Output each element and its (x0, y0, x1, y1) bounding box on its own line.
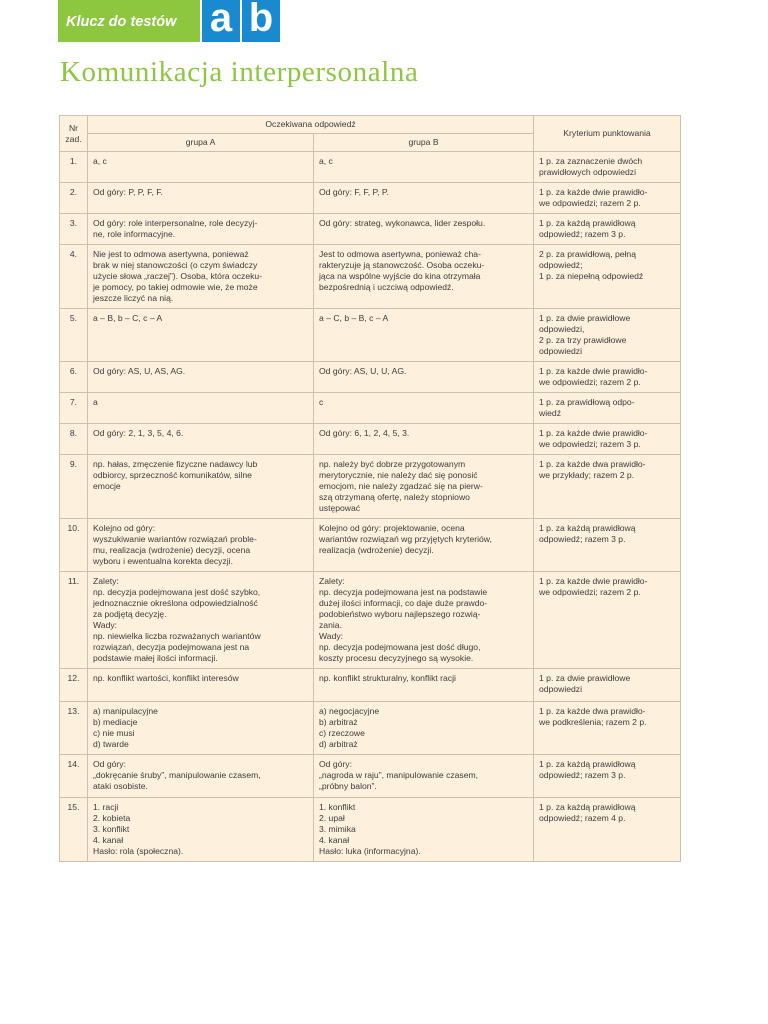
group-b-answer-cell (314, 572, 534, 669)
cell-line: „próbny balon”. (319, 781, 377, 791)
criteria-cell (534, 214, 681, 245)
cell-line: 2 p. za trzy prawidłowe (539, 335, 627, 345)
cell-line: 1 p. za każde dwa prawidło- (539, 459, 646, 469)
table-row (60, 309, 681, 362)
cell-line: jeszcze liczyć na nią. (93, 293, 174, 303)
cell-line: Zalety: (319, 576, 345, 586)
group-a-answer-cell (88, 214, 314, 245)
cell-line: prawidłowych odpowiedzi (539, 167, 636, 177)
group-a-answer-cell (88, 245, 314, 309)
cell-line: 1 p. za każde dwie prawidło- (539, 428, 648, 438)
group-b-answer-cell (314, 669, 534, 702)
header-nr (60, 116, 88, 152)
table-row (60, 798, 681, 862)
cell-line: wiedź (539, 408, 561, 418)
table-header (60, 116, 681, 152)
cell-line: 1 p. za każdą prawidłową (539, 523, 636, 533)
group-b-answer-cell (314, 393, 534, 424)
cell-line: Kolejno od góry: (93, 523, 156, 533)
criteria-cell (534, 572, 681, 669)
cell-line: Od góry: strateg, wykonawca, lider zespołu. (319, 218, 486, 228)
cell-line: realizacja (wdrożenie) decyzji. (319, 545, 434, 555)
cell-line: ne, role informacyjne. (93, 229, 176, 239)
cell-line: 1 p. za każde dwa prawidło- (539, 706, 646, 716)
cell-line: np. decyzja podejmowana jest dość długo, (319, 642, 481, 652)
cell-line: 1. racji (93, 802, 119, 812)
group-b-answer-cell (314, 214, 534, 245)
task-number-cell: 13. (60, 702, 88, 755)
cell-line: 1. konflikt (319, 802, 356, 812)
cell-line: 2. kobieta (93, 813, 131, 823)
cell-line: we odpowiedzi; razem 2 p. (539, 377, 641, 387)
cell-line: odpowiedź; razem 3 p. (539, 534, 626, 544)
cell-line: 1 p. za każde dwie prawidło- (539, 187, 648, 197)
cell-line: wariantów rozwiązań wg przyjętych kryteriów, (319, 534, 492, 544)
cell-line: Od góry: F, F, P, P. (319, 187, 389, 197)
table-body (60, 152, 681, 862)
group-b-answer-cell (314, 755, 534, 798)
cell-line: rakteryzuje ją stanowczość. Osoba oczeku- (319, 260, 485, 270)
criteria-cell (534, 424, 681, 455)
group-b-answer-cell (314, 424, 534, 455)
cell-line: 1 p. za niepełną odpowiedź (539, 271, 644, 281)
logo-a: a (202, 0, 240, 42)
group-b-answer-cell (314, 309, 534, 362)
cell-line: szą otrzymaną ofertę, należy stopniowo (319, 492, 470, 502)
table-row (60, 669, 681, 702)
cell-line: np. decyzja podejmowana jest dość szybko, (93, 587, 261, 597)
cell-line: Od góry: (93, 759, 126, 769)
group-b-answer-cell (314, 183, 534, 214)
task-number-cell: 6. (60, 362, 88, 393)
cell-line: odpowiedź; (539, 260, 583, 270)
group-b-answer-cell (314, 245, 534, 309)
task-number-cell: 15. (60, 798, 88, 862)
task-number-cell: 7. (60, 393, 88, 424)
cell-line: Wady: (319, 631, 344, 641)
cell-line: Hasło: rola (społeczna). (93, 846, 184, 856)
cell-line: 3. konflikt (93, 824, 130, 834)
banner-background (58, 0, 200, 42)
criteria-cell (534, 183, 681, 214)
group-b-answer-cell (314, 798, 534, 862)
header-nr-line: Nr (68, 122, 79, 133)
cell-line: a – B, b – C, c – A (93, 313, 163, 323)
group-a-answer-cell (88, 755, 314, 798)
group-a-answer-cell (88, 798, 314, 862)
cell-line: odbiorcy, sprzeczność komunikatów, silne (93, 470, 252, 480)
task-number-cell: 10. (60, 519, 88, 572)
cell-line: np. konflikt strukturalny, konflikt racji (319, 673, 456, 683)
cell-line: Kolejno od góry: projektowanie, ocena (319, 523, 465, 533)
cell-line: Od góry: AS, U, AS, AG. (93, 366, 186, 376)
cell-line: emocjom, nie należy zgadzać się na pierw- (319, 481, 483, 491)
cell-line: Jest to odmowa asertywna, ponieważ cha- (319, 249, 481, 259)
group-a-answer-cell (88, 669, 314, 702)
cell-line: a – C, b – B, c – A (319, 313, 389, 323)
table-row (60, 702, 681, 755)
task-number-cell: 14. (60, 755, 88, 798)
cell-line: 1 p. za prawidłową odpo- (539, 397, 635, 407)
cell-line: Od góry: AS, U, U, AG. (319, 366, 407, 376)
cell-line: 1 p. za każde dwie prawidło- (539, 576, 648, 586)
cell-line: b) mediacje (93, 717, 138, 727)
criteria-cell (534, 755, 681, 798)
cell-line: koszty procesu decyzyjnego są wysokie. (319, 653, 474, 663)
task-number-cell: 12. (60, 669, 88, 702)
cell-line: bezpośrednią i uczciwą odpowiedź. (319, 282, 454, 292)
cell-line: Nie jest to odmowa asertywna, ponieważ (93, 249, 249, 259)
cell-line: a, c (319, 156, 333, 166)
cell-line: b) arbitraż (319, 717, 358, 727)
cell-line: 1 p. za zaznaczenie dwóch (539, 156, 643, 166)
group-a-answer-cell (88, 572, 314, 669)
cell-line: za podjętą decyzję. (93, 609, 167, 619)
cell-line: np. niewielka liczba rozważanych wariantów (93, 631, 261, 641)
cell-line: we odpowiedzi; razem 2 p. (539, 587, 641, 597)
cell-line: mu, realizacja (wdrożenie) decyzji, ocena (93, 545, 251, 555)
cell-line: d) arbitraż (319, 739, 358, 749)
cell-line: brak w niej stanowczości (o czym świadczy (93, 260, 258, 270)
cell-line: merytorycznie, nie należy dać się ponosić (319, 470, 478, 480)
group-a-answer-cell (88, 702, 314, 755)
task-number-cell: 11. (60, 572, 88, 669)
criteria-cell (534, 702, 681, 755)
cell-line: a, c (93, 156, 107, 166)
group-a-answer-cell (88, 519, 314, 572)
group-b-answer-cell (314, 455, 534, 519)
cell-line: we przykłady; razem 2 p. (539, 470, 635, 480)
table-row (60, 455, 681, 519)
group-a-answer-cell (88, 362, 314, 393)
cell-line: Zalety: (93, 576, 119, 586)
cell-line: dużej ilości informacji, co daje duże prawdo- (319, 598, 488, 608)
header-criteria: Kryterium punktowania (534, 116, 681, 152)
group-b-answer-cell (314, 362, 534, 393)
criteria-cell (534, 669, 681, 702)
group-a-answer-cell (88, 455, 314, 519)
group-a-answer-cell (88, 183, 314, 214)
cell-line: Hasło: luka (informacyjna). (319, 846, 421, 856)
cell-line: „nagroda w raju”, manipulowanie czasem, (319, 770, 479, 780)
cell-line: a) manipulacyjne (93, 706, 158, 716)
cell-line: np. konflikt wartości, konflikt interesów (93, 673, 239, 683)
table-row (60, 152, 681, 183)
group-b-answer-cell (314, 702, 534, 755)
cell-line: np. decyzja podejmowana jest na podstawie (319, 587, 488, 597)
task-number-cell: 8. (60, 424, 88, 455)
answer-key-table (59, 115, 681, 862)
cell-line: 1 p. za każde dwie prawidło- (539, 366, 648, 376)
group-a-answer-cell (88, 309, 314, 362)
cell-line: Wady: (93, 620, 118, 630)
table-row (60, 362, 681, 393)
cell-line: rozwiązań, decyzja podejmowana jest na (93, 642, 250, 652)
task-number-cell: 2. (60, 183, 88, 214)
criteria-cell (534, 309, 681, 362)
cell-line: 1 p. za każdą prawidłową (539, 759, 636, 769)
table-row (60, 755, 681, 798)
cell-line: d) twarde (93, 739, 129, 749)
criteria-cell (534, 798, 681, 862)
cell-line: Od góry: 6, 1, 2, 4, 5, 3. (319, 428, 410, 438)
cell-line: „dokręcanie śruby”, manipulowanie czasem, (93, 770, 261, 780)
task-number-cell: 3. (60, 214, 88, 245)
group-b-answer-cell (314, 152, 534, 183)
cell-line: c) rzeczowe (319, 728, 365, 738)
cell-line: zania. (319, 620, 342, 630)
criteria-cell (534, 152, 681, 183)
table-row (60, 393, 681, 424)
table-row (60, 519, 681, 572)
cell-line: we odpowiedzi; razem 3 p. (539, 439, 641, 449)
criteria-cell (534, 455, 681, 519)
group-a-answer-cell (88, 424, 314, 455)
cell-line: wyboru i ewentualna korekta decyzji. (93, 556, 233, 566)
cell-line: je pomocy, po takiej odmowie wie, że może (93, 282, 258, 292)
cell-line: 4. kanał (319, 835, 350, 845)
cell-line: użycie słowa „raczej”). Osoba, która oczeku- (93, 271, 263, 281)
cell-line: 1 p. za dwie prawidłowe (539, 673, 631, 683)
header-group-b: grupa B (314, 134, 534, 152)
cell-line: wyszukiwanie wariantów rozwiązań proble- (93, 534, 257, 544)
cell-line: 1 p. za każdą prawidłową (539, 802, 636, 812)
cell-line: np. hałas, zmęczenie fizyczne nadawcy lub (93, 459, 258, 469)
cell-line: emocje (93, 481, 121, 491)
cell-line: Od góry: (319, 759, 352, 769)
cell-line: odpowiedź; razem 3 p. (539, 229, 626, 239)
cell-line: ataki osobiste. (93, 781, 148, 791)
table-row (60, 245, 681, 309)
cell-line: 2 p. za prawidłową, pełną (539, 249, 636, 259)
group-a-answer-cell (88, 152, 314, 183)
header-expected-answer: Oczekiwana odpowiedź (88, 116, 534, 134)
header-banner (58, 0, 283, 42)
cell-line: we odpowiedzi; razem 2 p. (539, 198, 641, 208)
cell-line: c) nie musi (93, 728, 135, 738)
cell-line: Od góry: P, P, F, F. (93, 187, 163, 197)
cell-line: podstawie małej ilości informacji. (93, 653, 218, 663)
table-row (60, 183, 681, 214)
cell-line: 4. kanał (93, 835, 124, 845)
cell-line: 3. mimika (319, 824, 356, 834)
task-number-cell: 4. (60, 245, 88, 309)
group-b-answer-cell (314, 519, 534, 572)
cell-line: jednoznacznie określona odpowiedzialność (93, 598, 258, 608)
group-a-answer-cell (88, 393, 314, 424)
cell-line: odpowiedź; razem 4 p. (539, 813, 626, 823)
cell-line: jąca na wspólne wyjście do kina otrzymała (319, 271, 481, 281)
cell-line: ustępować (319, 503, 361, 513)
cell-line: a) negocjacyjne (319, 706, 380, 716)
cell-line: np. należy być dobrze przygotowanym (319, 459, 466, 469)
criteria-cell (534, 519, 681, 572)
header-nr-line: zad. (65, 133, 82, 144)
cell-line: c (319, 397, 324, 407)
cell-line: Od góry: 2, 1, 3, 5, 4, 6. (93, 428, 184, 438)
task-number-cell: 1. (60, 152, 88, 183)
cell-line: odpowiedzi (539, 346, 583, 356)
task-number-cell: 5. (60, 309, 88, 362)
table-row (60, 572, 681, 669)
cell-line: 1 p. za każdą prawidłową (539, 218, 636, 228)
table-row (60, 214, 681, 245)
cell-line: a (93, 397, 98, 407)
cell-line: podobieństwo wyboru najlepszego rozwią- (319, 609, 481, 619)
page-title: Komunikacja interpersonalna (60, 56, 419, 88)
criteria-cell (534, 362, 681, 393)
header-group-a: grupa A (88, 134, 314, 152)
logo-b: b (242, 0, 280, 42)
cell-line: odpowiedzi (539, 684, 583, 694)
banner-text: Klucz do testów (66, 14, 177, 30)
cell-line: 1 p. za dwie prawidłowe (539, 313, 631, 323)
task-number-cell: 9. (60, 455, 88, 519)
cell-line: we podkreślenia; razem 2 p. (539, 717, 647, 727)
criteria-cell (534, 393, 681, 424)
cell-line: odpowiedzi, (539, 324, 585, 334)
criteria-cell (534, 245, 681, 309)
cell-line: 2. upał (319, 813, 345, 823)
table-row (60, 424, 681, 455)
cell-line: Od góry: role interpersonalne, role decyzyj- (93, 218, 258, 228)
cell-line: odpowiedź; razem 3 p. (539, 770, 626, 780)
